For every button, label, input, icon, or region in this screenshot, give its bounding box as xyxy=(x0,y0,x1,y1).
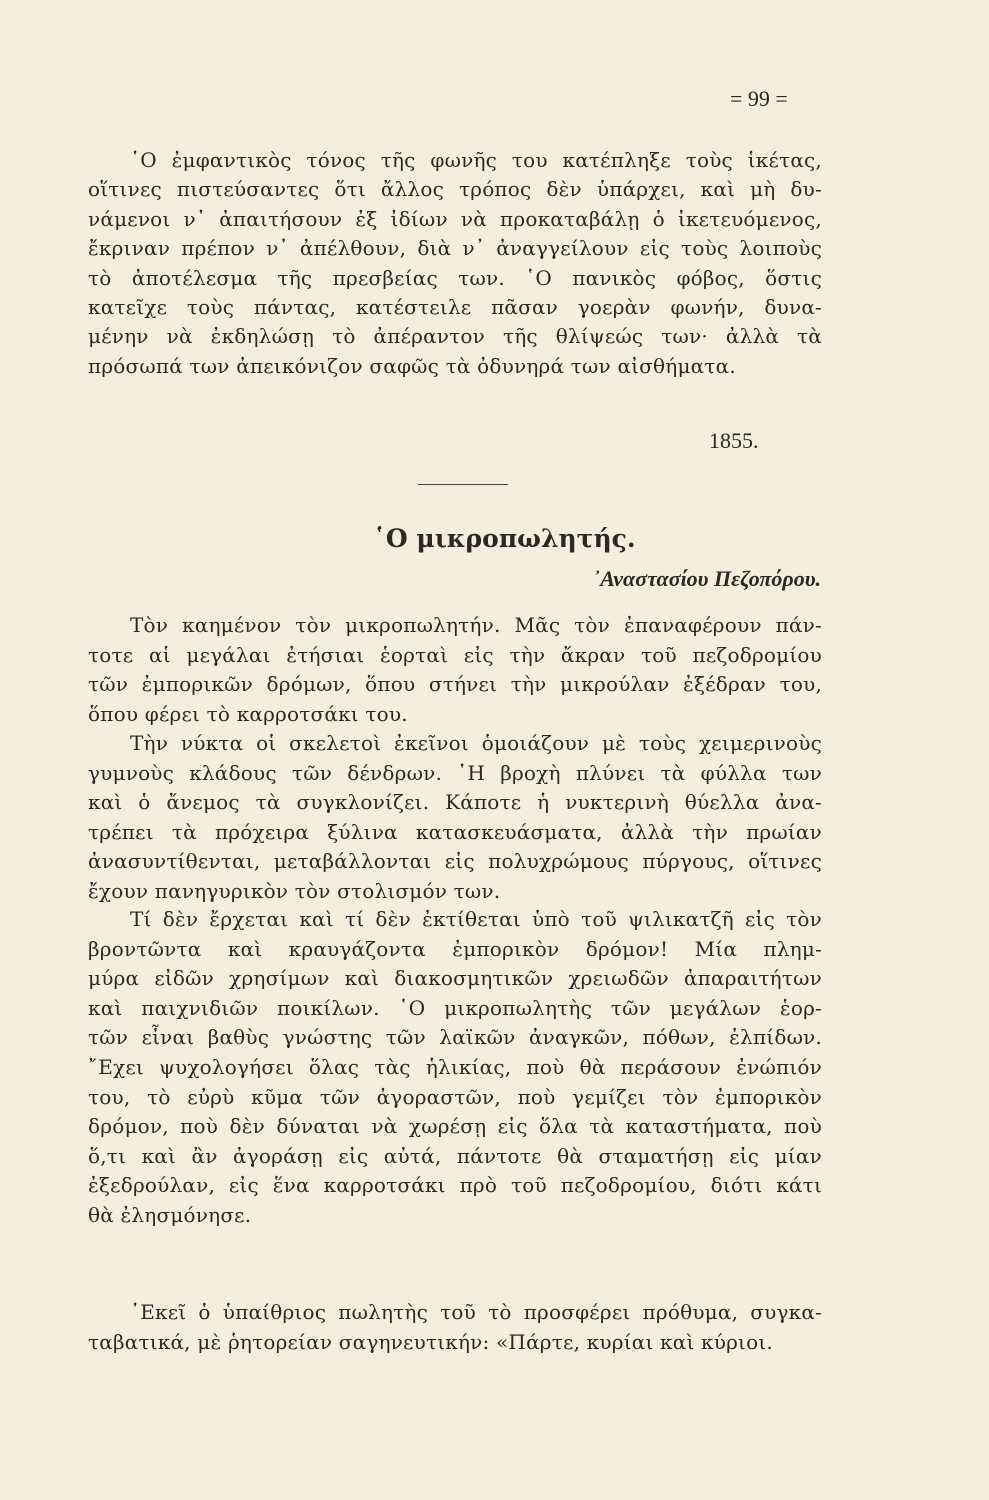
text-line: ἔκριναν πρέπον ν᾽ ἀπέλθουν, διὰ ν᾽ ἀναγγείλουν εἰς τοὺς λοιποὺς xyxy=(88,236,822,261)
text-line: ἔχουν πανηγυρικὸν τὸν στολισμόν των. xyxy=(88,879,501,903)
text-line: τοτε αἱ μεγάλαι ἐτήσιαι ἑορταὶ εἰς τὴν ἄκραν τοῦ πεζοδρομίου xyxy=(88,642,822,667)
page-number: = 99 = xyxy=(730,86,788,111)
text-line: ᾿Εκεῖ ὁ ὑπαίθριος πωλητὴς τοῦ τὸ προσφέρει πρόθυμα, συγκα- xyxy=(130,1300,822,1324)
text-line: μένην νὰ ἐκδηλώσῃ τὸ ἀπέραντον τῆς θλίψεώς των· ἀλλὰ τὰ xyxy=(88,324,822,349)
text-line: πρόσωπά των ἀπεικόνιζον σαφῶς τὰ ὀδυνηρά των αἰσθήματα. xyxy=(88,353,736,378)
text-line: ῾Ο ἐμφαντικὸς τόνος τῆς φωνῆς του κατέπληξε τοὺς ἱκέτας, xyxy=(130,148,822,172)
text-line: τῶν ἐμπορικῶν δρόμων, ὅπου στήνει τὴν μικρούλαν ἐξέδραν του, xyxy=(88,672,822,697)
text-line: ἐξεδρούλαν, εἰς ἕνα καρροτσάκι πρὸ τοῦ πεζοδρομίου, διότι κάτι xyxy=(88,1173,822,1198)
text-line: θὰ ἐλησμόνησε. xyxy=(88,1203,252,1227)
text-line: ἀνασυντίθενται, μεταβάλλονται εἰς πολυχρώμους πύργους, οἵτινες xyxy=(88,849,822,874)
text-line: τῶν εἶναι βαθὺς γνώστης τῶν λαϊκῶν ἀναγκῶν, πόθων, ἐλπίδων. xyxy=(88,1025,822,1050)
text-line: δρόμον, ποὺ δὲν δύναται νὰ χωρέσῃ εἰς ὅλα τὰ καταστήματα, ποὺ xyxy=(88,1114,822,1139)
text-line: του, τὸ εὐρὺ κῦμα τῶν ἀγοραστῶν, ποὺ γεμίζει τὸν ἐμπορικὸν xyxy=(88,1084,822,1109)
text-line: βροντῶντα καὶ κραυγάζοντα ἐμπορικὸν δρόμον! Μία πλημ- xyxy=(88,936,822,961)
text-line: κατεῖχε τοὺς πάντας, κατέστειλε πᾶσαν γοερὰν φωνήν, δυνα- xyxy=(88,295,822,319)
date-line: 1855. xyxy=(709,428,759,453)
text-line: οἵτινες πιστεύσαντες ὅτι ἄλλος τρόπος δὲν ὑπάρχει, καὶ μὴ δυ- xyxy=(88,177,822,202)
text-line: ῎Εχει ψυχολογήσει ὅλας τὰς ἡλικίας, ποὺ θὰ περάσουν ἐνώπιόν xyxy=(88,1055,822,1079)
section-divider xyxy=(418,484,508,485)
text-line: Τὴν νύκτα οἱ σκελετοὶ ἐκεῖνοι ὁμοιάζουν μὲ τοὺς χειμερινοὺς xyxy=(130,731,822,755)
text-line: μύρα εἰδῶν χρησίμων καὶ διακοσμητικῶν χρειωδῶν ἀπαραιτήτων xyxy=(88,966,822,991)
text-line: ταβατικά, μὲ ῥητορείαν σαγηνευτικήν: «Πάρτε, κυρίαι καὶ κύριοι. xyxy=(88,1329,773,1354)
text-line: Τί δὲν ἔρχεται καὶ τί δὲν ἐκτίθεται ὑπὸ τοῦ ψιλικατζῆ εἰς τὸν xyxy=(130,907,822,931)
text-line: τὸ ἀποτέλεσμα τῆς πρεσβείας των. ῾Ο πανικὸς φόβος, ὅστις xyxy=(88,265,822,290)
text-line: ὅ,τι καὶ ἂν ἀγοράσῃ εἰς αὐτά, πάντοτε θὰ σταματήσῃ εἰς μίαν xyxy=(88,1143,822,1168)
text-line: ὅπου φέρει τὸ καρροτσάκι του. xyxy=(88,701,408,726)
section-title: ῾Ο μικροπωλητής. xyxy=(373,524,636,553)
text-line: γυμνοὺς κλάδους τῶν δένδρων. ῾Η βροχὴ πλύνει τὰ φύλλα των xyxy=(88,760,822,785)
text-line: νάμενοι ν᾽ ἀπαιτήσουν ἐξ ἰδίων νὰ προκαταβάλῃ ὁ ἱκετευόμενος, xyxy=(88,206,822,231)
author-line: ᾿Αναστασίου Πεζοπόρου. xyxy=(592,566,821,591)
text-line: τρέπει τὰ πρόχειρα ξύλινα κατασκευάσματα, ἀλλὰ τὴν πρωίαν xyxy=(88,819,822,844)
text-line: καὶ ὁ ἄνεμος τὰ συγκλονίζει. Κάποτε ἡ νυκτερινὴ θύελλα ἀνα- xyxy=(88,790,822,815)
text-line: καὶ παιχνιδιῶν ποικίλων. ῾Ο μικροπωλητὴς τῶν μεγάλων ἑορ- xyxy=(88,995,822,1020)
text-line: Τὸν καημένον τὸν μικροπωλητήν. Μᾶς τὸν ἐπαναφέρουν πάν- xyxy=(130,613,822,637)
